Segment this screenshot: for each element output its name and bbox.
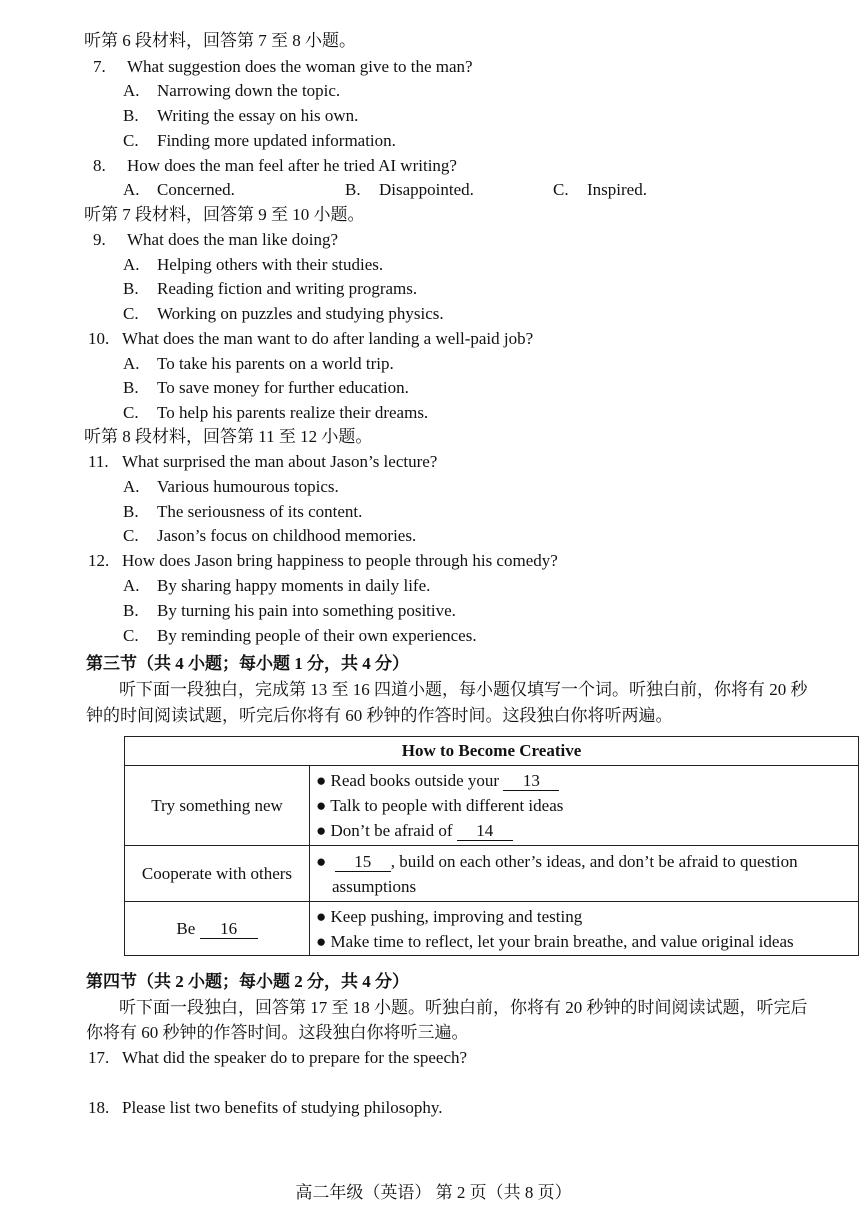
question-text: What does the man like doing? — [127, 230, 339, 249]
option-11b — [123, 502, 362, 522]
part3-title: 第三节（共 4 小题；每小题 1 分，共 4 分） — [86, 654, 409, 673]
bullet-item — [316, 818, 858, 843]
option-text: Finding more updated information. — [157, 131, 396, 150]
option-8b — [345, 180, 553, 200]
option-text: Working on puzzles and studying physics. — [157, 304, 444, 323]
option-12a — [123, 576, 430, 596]
question-7 — [93, 57, 473, 77]
option-12b — [123, 601, 456, 621]
bullet-icon: ● — [316, 771, 327, 790]
option-text: Writing the essay on his own. — [157, 106, 359, 125]
bullet-icon: ● — [316, 906, 327, 926]
option-letter: A. — [123, 354, 140, 373]
option-letter: B. — [345, 180, 361, 199]
part4-title: 第四节（共 2 小题；每小题 2 分，共 4 分） — [86, 972, 409, 991]
bullet-text: Keep pushing, improving and testing — [330, 906, 583, 926]
option-letter: A. — [123, 576, 140, 595]
bullet-icon: ● — [316, 796, 327, 815]
option-letter: C. — [123, 403, 139, 422]
bullet-text: Make time to reflect, let your brain breathe, and value original ideas — [330, 931, 794, 951]
option-letter: B. — [123, 279, 139, 298]
bullet-icon: ● — [316, 821, 327, 840]
option-10a — [123, 354, 394, 374]
option-7c — [123, 131, 396, 151]
option-10b — [123, 378, 409, 398]
bullet-item — [316, 768, 858, 793]
creativity-table — [124, 736, 859, 956]
question-text: Please list two benefits of studying philosophy. — [122, 1098, 443, 1117]
option-letter: A. — [123, 81, 140, 100]
option-text: To help his parents realize their dreams. — [157, 403, 429, 422]
question-number: 18. — [88, 1098, 110, 1117]
question-number: 9. — [93, 230, 106, 249]
bullet-item — [316, 904, 858, 929]
blank-15[interactable]: 15 — [335, 853, 391, 872]
option-text: To save money for further education. — [157, 378, 409, 397]
part4-instruction-line1: 听下面一段独白，回答第 17 至 18 小题。听独白前，你将有 20 秒钟的时间阅读试题，听完后 — [119, 998, 808, 1017]
option-text: The seriousness of its content. — [157, 502, 363, 521]
blank-14[interactable]: 14 — [457, 822, 513, 841]
question-text: What suggestion does the woman give to the man? — [127, 57, 473, 76]
option-text: By sharing happy moments in daily life. — [157, 576, 431, 595]
option-text: Narrowing down the topic. — [157, 81, 341, 100]
row-label-be — [125, 902, 310, 956]
row-label-try-something-new: Try something new — [125, 766, 310, 846]
bullet-item — [316, 793, 858, 818]
option-letter: B. — [123, 106, 139, 125]
blank-16[interactable]: 16 — [200, 920, 258, 939]
question-number: 11. — [88, 452, 109, 471]
page-footer: 高二年级（英语） 第 2 页（共 8 页） — [295, 1183, 572, 1202]
row-label-text: Be — [176, 918, 196, 938]
option-9a — [123, 255, 383, 275]
part4-instruction-line2: 你将有 60 秒钟的作答时间。这段独白你将听三遍。 — [86, 1023, 469, 1042]
options-8 — [123, 180, 647, 200]
row-label-cooperate: Cooperate with others — [125, 846, 310, 902]
row-content-try-something-new — [310, 766, 859, 846]
bullet-text-continued: assumptions — [332, 876, 417, 896]
option-text: By reminding people of their own experiences. — [157, 626, 477, 645]
option-letter: C. — [123, 526, 139, 545]
section-8-heading: 听第 8 段材料，回答第 11 至 12 小题。 — [84, 427, 373, 446]
bullet-text: Read books outside your — [330, 771, 500, 790]
bullet-text: , build on each other’s ideas, and don’t be afraid to question — [390, 851, 798, 871]
option-7b — [123, 106, 358, 126]
option-letter: B. — [123, 601, 139, 620]
option-7a — [123, 81, 340, 101]
option-letter: B. — [123, 502, 139, 521]
option-9c — [123, 304, 444, 324]
option-9b — [123, 279, 417, 299]
option-8c — [553, 180, 647, 200]
section-6-heading: 听第 6 段材料，回答第 7 至 8 小题。 — [84, 31, 356, 50]
question-10 — [88, 329, 533, 349]
option-letter: A. — [123, 255, 140, 274]
option-12c — [123, 626, 477, 646]
section-7-heading: 听第 7 段材料，回答第 9 至 10 小题。 — [84, 205, 365, 224]
question-text: How does the man feel after he tried AI writing? — [127, 156, 457, 175]
option-text: To take his parents on a world trip. — [157, 354, 394, 373]
question-text: What does the man want to do after landing a well-paid job? — [122, 329, 534, 348]
question-text: What did the speaker do to prepare for the speech? — [122, 1048, 468, 1067]
option-letter: C. — [123, 626, 139, 645]
option-text: Concerned. — [157, 180, 235, 199]
option-11c — [123, 526, 416, 546]
question-12 — [88, 551, 558, 571]
question-11 — [88, 452, 437, 472]
question-number: 10. — [88, 329, 110, 348]
bullet-text: Talk to people with different ideas — [330, 796, 564, 815]
option-text: Reading fiction and writing programs. — [157, 279, 418, 298]
question-8 — [93, 156, 457, 176]
option-letter: A. — [123, 477, 140, 496]
part3-instruction-line1: 听下面一段独白，完成第 13 至 16 四道小题，每小题仅填写一个词。听独白前，你将有 20 秒 — [119, 680, 808, 699]
option-letter: C. — [123, 131, 139, 150]
question-number: 8. — [93, 156, 106, 175]
option-11a — [123, 477, 339, 497]
bullet-item — [316, 929, 858, 954]
bullet-icon: ● — [316, 851, 327, 871]
option-text: Jason’s focus on childhood memories. — [157, 526, 417, 545]
question-number: 17. — [88, 1048, 110, 1067]
option-letter: C. — [553, 180, 569, 199]
question-18 — [88, 1098, 442, 1118]
option-text: Various humourous topics. — [157, 477, 339, 496]
option-letter: B. — [123, 378, 139, 397]
option-10c — [123, 403, 428, 423]
question-number: 7. — [93, 57, 106, 76]
question-9 — [93, 230, 338, 250]
option-text: Helping others with their studies. — [157, 255, 384, 274]
bullet-item — [316, 849, 858, 874]
bullet-text: Don’t be afraid of — [330, 821, 453, 840]
question-number: 12. — [88, 551, 110, 570]
bullet-icon: ● — [316, 931, 327, 951]
part3-instruction-line2: 钟的时间阅读试题，听完后你将有 60 秒钟的作答时间。这段独白你将听两遍。 — [86, 706, 673, 725]
question-text: What surprised the man about Jason’s lecture? — [122, 452, 438, 471]
row-content-be — [310, 902, 859, 956]
option-text: Disappointed. — [379, 180, 474, 199]
option-letter: C. — [123, 304, 139, 323]
row-content-cooperate — [310, 846, 859, 902]
question-text: How does Jason bring happiness to people through his comedy? — [122, 551, 558, 570]
option-text: Inspired. — [587, 180, 647, 199]
option-text: By turning his pain into something positive. — [157, 601, 456, 620]
blank-13[interactable]: 13 — [503, 772, 559, 791]
option-letter: A. — [123, 180, 140, 199]
question-17 — [88, 1048, 467, 1068]
option-8a — [123, 180, 345, 200]
table-title: How to Become Creative — [125, 737, 859, 766]
